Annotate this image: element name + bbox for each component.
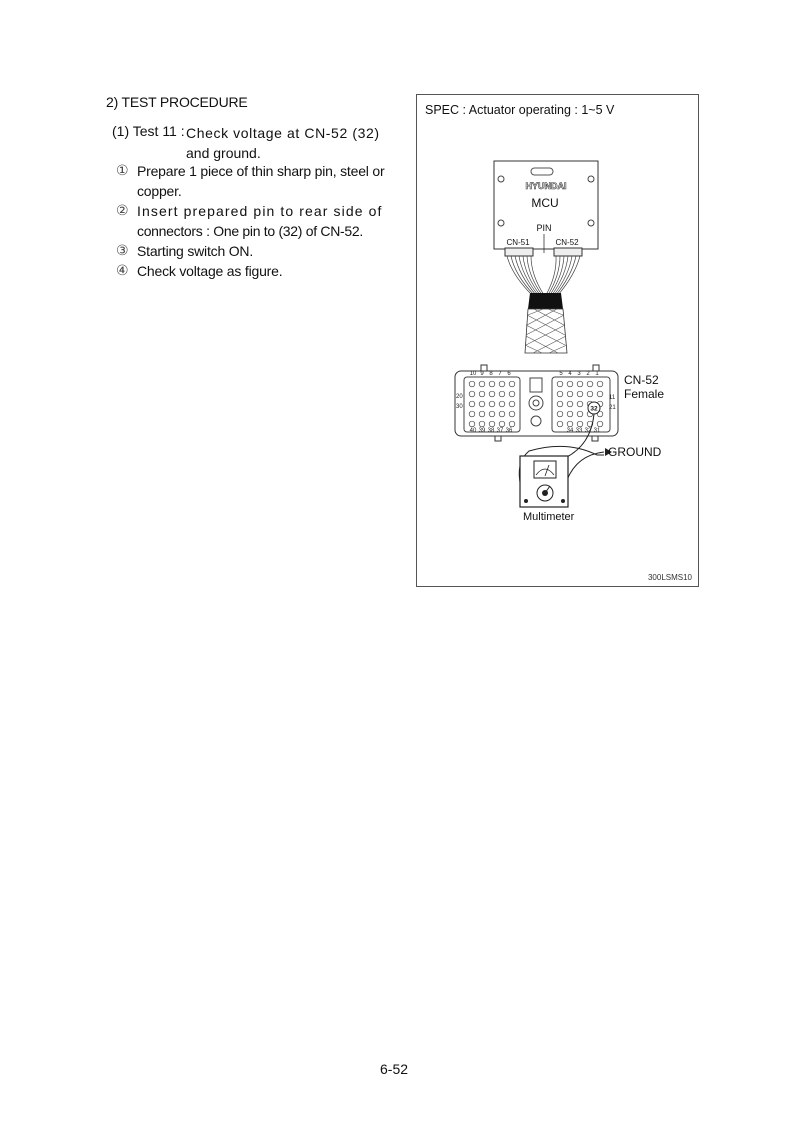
- pin-number-label: 32: [584, 428, 592, 434]
- cn51-label: CN-51: [506, 238, 530, 247]
- wiring-diagram: [417, 95, 700, 588]
- step-number: ④: [116, 263, 129, 279]
- section-title: 2) TEST PROCEDURE: [106, 94, 248, 110]
- wiring-figure: [416, 94, 699, 587]
- test-desc-line1: Check voltage at CN-52 (32): [186, 125, 380, 141]
- side-pin-label: 11: [609, 395, 616, 401]
- pin-number-label: 10: [469, 371, 477, 377]
- step-number: ②: [116, 203, 129, 219]
- highlight-pin-label: 32: [590, 405, 598, 413]
- braided-sleeve: [525, 309, 567, 353]
- side-pin-label: 30: [456, 404, 463, 410]
- mcu-unit: [494, 161, 598, 256]
- pin-number-label: 39: [478, 428, 486, 434]
- pin-number-label: 37: [496, 428, 504, 434]
- test-description: [186, 123, 386, 163]
- pin-number-label: 38: [487, 428, 495, 434]
- pin-number-label: 1: [595, 371, 599, 377]
- test-label: (1) Test 11 :: [112, 123, 185, 139]
- step-text-cont: copper.: [137, 183, 182, 199]
- step-2: [116, 201, 386, 241]
- pin-number-label: 31: [593, 428, 601, 434]
- side-pin-label: 21: [609, 405, 616, 411]
- step-number: ③: [116, 243, 129, 259]
- brand-logo: HYUNDAI: [525, 181, 567, 191]
- mcu-label: MCU: [531, 196, 559, 210]
- figure-code: 300LSMS10: [647, 573, 692, 582]
- step-text: Check voltage as figure.: [137, 263, 283, 279]
- connector-name: CN-52: [624, 373, 659, 387]
- pin-number-label: 34: [566, 428, 574, 434]
- pin-number-label: 7: [498, 371, 502, 377]
- step-1: [116, 161, 386, 201]
- multimeter: [520, 456, 568, 507]
- connector-face: [455, 365, 618, 441]
- cn52-label: CN-52: [555, 238, 579, 247]
- step-4: [116, 261, 386, 281]
- step-text: Insert prepared pin to rear side of: [137, 203, 383, 219]
- pin-number-label: 33: [575, 428, 583, 434]
- pin-number-label: 4: [568, 371, 572, 377]
- procedure-steps: [116, 161, 386, 281]
- pin-number-label: 8: [489, 371, 493, 377]
- wire-harness: [507, 256, 580, 295]
- connector-type: Female: [624, 387, 665, 401]
- step-3: [116, 241, 386, 261]
- multimeter-label: Multimeter: [523, 511, 575, 523]
- page-number: 6-52: [380, 1061, 409, 1077]
- test-desc-line2: and ground.: [186, 145, 261, 161]
- pin-number-label: 6: [507, 371, 511, 377]
- step-text: Prepare 1 piece of thin sharp pin, steel or: [137, 163, 385, 179]
- harness-clamp: [528, 293, 563, 309]
- pin-number-label: 5: [559, 371, 563, 377]
- step-number: ①: [116, 163, 129, 179]
- spec-text: SPEC : Actuator operating : 1~5 V: [425, 103, 615, 117]
- ground-label: GROUND: [608, 445, 662, 459]
- step-text-cont: connectors : One pin to (32) of CN-52.: [137, 223, 363, 239]
- pin-number-label: 3: [577, 371, 581, 377]
- side-pin-label: 20: [456, 394, 463, 400]
- pin-number-label: 9: [480, 371, 484, 377]
- step-text: Starting switch ON.: [137, 243, 254, 259]
- pin-number-label: 36: [505, 428, 513, 434]
- pin-number-label: 40: [469, 428, 477, 434]
- pin-label: PIN: [536, 223, 552, 233]
- pin-number-label: 2: [586, 371, 590, 377]
